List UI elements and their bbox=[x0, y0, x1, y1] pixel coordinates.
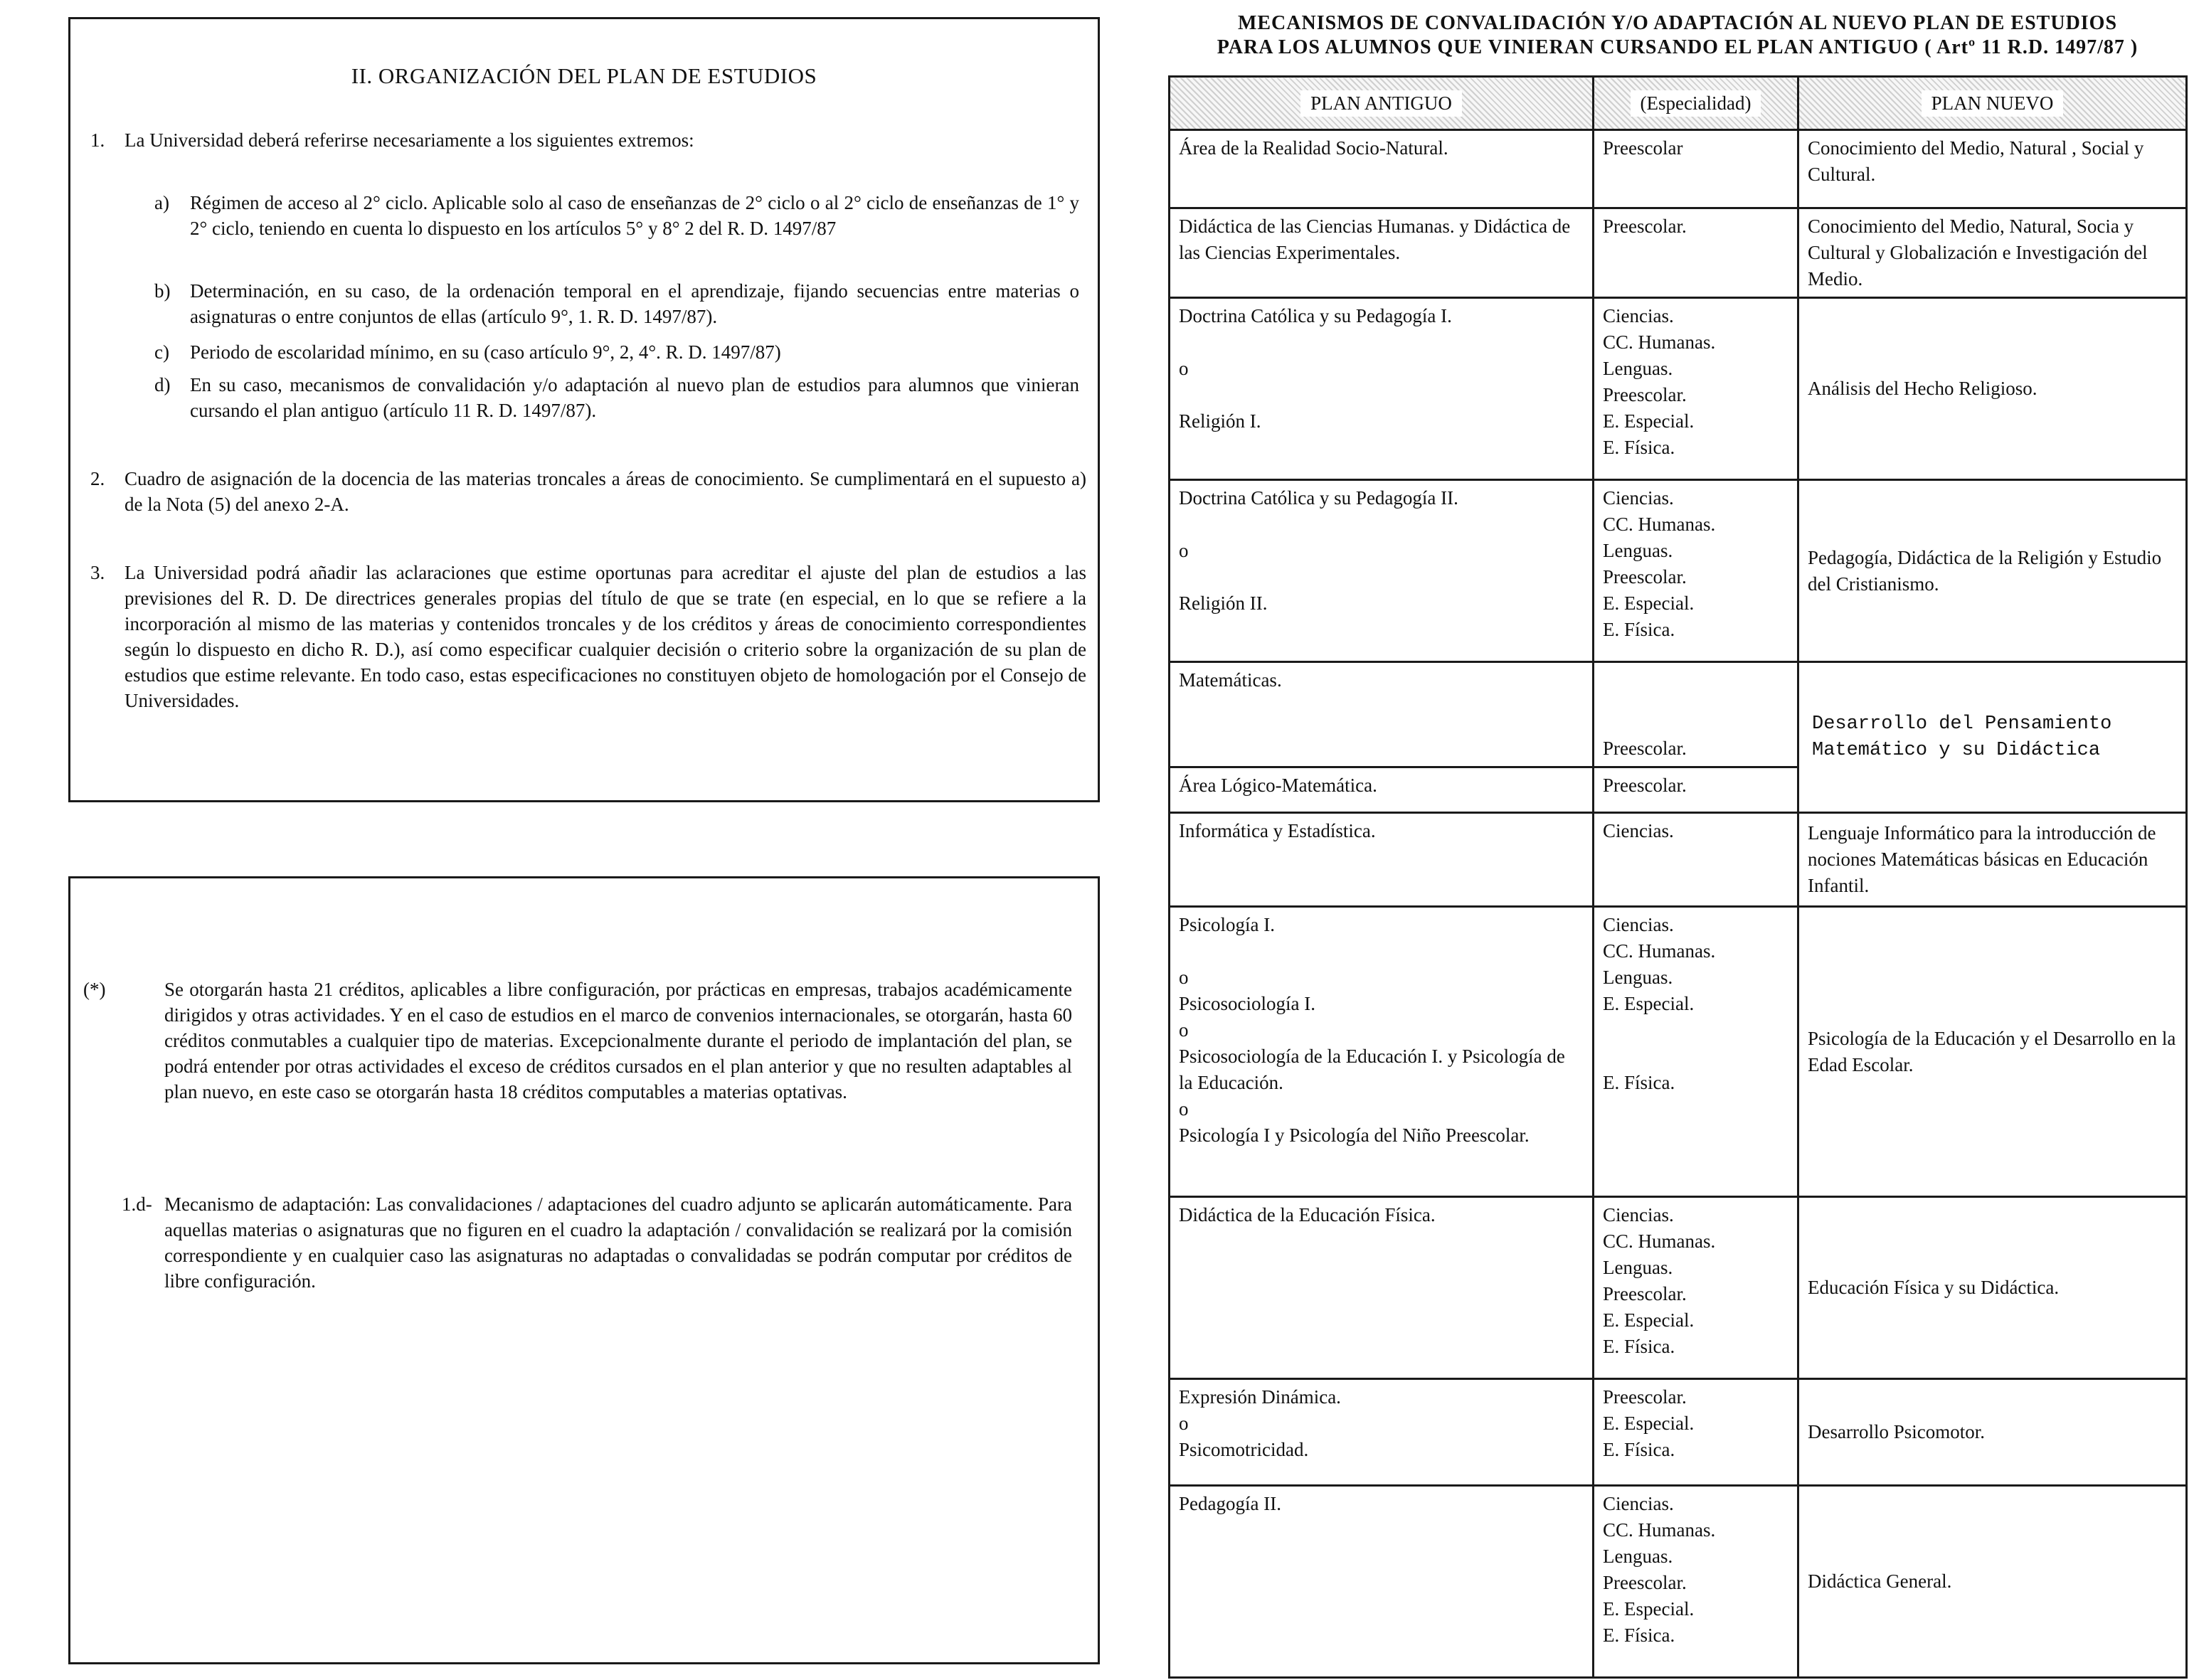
header-plan-antiguo bbox=[1170, 77, 1594, 130]
cell-old bbox=[1170, 1486, 1594, 1678]
table-title-line-2: PARA LOS ALUMNOS QUE VINIERAN CURSANDO EL PLAN ANTIGUO ( Artº 11 R.D. 1497/87 ) bbox=[1217, 36, 2139, 58]
cell-new bbox=[1798, 813, 2187, 907]
table-header-row bbox=[1170, 77, 2187, 130]
cell-line: Lenguaje Informático para la introducción de nociones Matemáticas básicas en Educación Infantil. bbox=[1808, 822, 2156, 896]
sub-item-text: Determinación, en su caso, de la ordenación temporal en el aprendizaje, fijando secuencias entre materias o asignaturas o entre conjuntos de ellas (artículo 9°, 1. R. D. 1497/87). bbox=[190, 280, 1079, 327]
note-label: (*) bbox=[83, 979, 106, 1000]
sub-item-c bbox=[154, 339, 1079, 365]
cell-line: E. Especial. bbox=[1603, 410, 1695, 432]
cell-line: Preescolar. bbox=[1603, 738, 1687, 759]
sub-item-b bbox=[154, 278, 1079, 329]
cell-line bbox=[1603, 1017, 1788, 1043]
cell-line: CC. Humanas. bbox=[1603, 1230, 1716, 1252]
cell-line: Preescolar. bbox=[1603, 1386, 1687, 1408]
cell-spec bbox=[1594, 1379, 1798, 1486]
cell-line: E. Especial. bbox=[1603, 1413, 1695, 1434]
cell-line: o bbox=[1179, 967, 1189, 988]
cell-line: Preescolar bbox=[1603, 137, 1683, 159]
cell-spec bbox=[1594, 1486, 1798, 1678]
cell-line: Doctrina Católica y su Pedagogía I. bbox=[1179, 305, 1452, 326]
table-row bbox=[1170, 813, 2187, 907]
cell-line: E. Física. bbox=[1603, 619, 1675, 640]
cell-line: Lenguas. bbox=[1603, 1257, 1673, 1278]
sub-item-a bbox=[154, 190, 1079, 241]
cell-new bbox=[1798, 130, 2187, 208]
sub-item-text: En su caso, mecanismos de convalidación y/o adaptación al nuevo plan de estudios para alumnos que vinieran cursando el plan antiguo (artículo 11 R. D. 1497/87). bbox=[190, 374, 1079, 421]
table-row bbox=[1170, 662, 2187, 767]
section-title: II. ORGANIZACIÓN DEL PLAN DE ESTUDIOS bbox=[351, 63, 817, 88]
cell-old bbox=[1170, 298, 1594, 480]
section-organizacion bbox=[68, 17, 1100, 802]
header-label: (Especialidad) bbox=[1631, 90, 1761, 117]
cell-spec bbox=[1594, 208, 1798, 298]
item-number: 1. bbox=[90, 129, 105, 151]
cell-spec bbox=[1594, 767, 1798, 813]
header-especialidad bbox=[1594, 77, 1798, 130]
convalidation-table bbox=[1168, 75, 2188, 1679]
cell-line: Ciencias. bbox=[1603, 914, 1674, 935]
cell-line: Didáctica de la Educación Física. bbox=[1179, 1204, 1436, 1226]
cell-line: Psicología de la Educación y el Desarrollo en la Edad Escolar. bbox=[1808, 1027, 2176, 1075]
cell-line: CC. Humanas. bbox=[1603, 940, 1716, 962]
cell-line: Lenguas. bbox=[1603, 967, 1673, 988]
cell-line: Preescolar. bbox=[1603, 1283, 1687, 1304]
cell-line: o bbox=[1179, 1098, 1189, 1120]
sub-item-text: Régimen de acceso al 2° ciclo. Aplicable solo al caso de enseñanzas de 2° ciclo o al 2° ciclo de enseñanzas de 1° y 2° ciclo, teniendo en cuenta lo dispuesto en los artículos 5° y 8° 2 del R. D. 1497/87 bbox=[190, 192, 1079, 239]
cell-line: Expresión Dinámica. bbox=[1179, 1386, 1341, 1408]
cell-line: Ciencias. bbox=[1603, 820, 1674, 841]
cell-new bbox=[1798, 662, 2187, 813]
cell-line: Ciencias. bbox=[1603, 305, 1674, 326]
cell-new bbox=[1798, 1379, 2187, 1486]
cell-line: o bbox=[1179, 1413, 1189, 1434]
cell-line: Análisis del Hecho Religioso. bbox=[1808, 378, 2037, 399]
table-row bbox=[1170, 1197, 2187, 1379]
cell-line: Lenguas. bbox=[1603, 358, 1673, 379]
cell-line bbox=[1603, 709, 1788, 735]
table-title-line-1: MECANISMOS DE CONVALIDACIÓN Y/O ADAPTACIÓN AL NUEVO PLAN DE ESTUDIOS bbox=[1237, 12, 2118, 34]
cell-line: Psicomotricidad. bbox=[1179, 1439, 1309, 1460]
header-label: PLAN ANTIGUO bbox=[1300, 90, 1462, 117]
cell-line: Matemáticas. bbox=[1179, 669, 1282, 691]
note-creditos bbox=[83, 977, 1072, 1105]
cell-line: o bbox=[1179, 358, 1189, 379]
cell-old bbox=[1170, 1197, 1594, 1379]
sub-item-label: d) bbox=[154, 374, 171, 395]
cell-new bbox=[1798, 1197, 2187, 1379]
cell-spec bbox=[1594, 907, 1798, 1197]
cell-line: Preescolar. bbox=[1603, 775, 1687, 796]
cell-line: Ciencias. bbox=[1603, 1204, 1674, 1226]
item-text: La Universidad podrá añadir las aclaraciones que estime oportunas para acreditar el ajuste del plan de estudios a las previsiones del R. D. De directrices generales propias del título de que se trate (en especial, en lo que se refiere a la incorporación al mismo de las materias y contenidos troncales y de los créditos y áreas de conocimiento correspondientes según lo dispuesto en dicho R. D.), así como especificar cualquier decisión o criterio sobre la organización de su plan de estudios que estime relevante. En todo caso, estas especificaciones no constituyen objeto de homologación por el Consejo de Universidades. bbox=[124, 562, 1086, 711]
cell-line: Pedagogía II. bbox=[1179, 1493, 1281, 1514]
cell-line bbox=[1179, 564, 1584, 590]
cell-line: Desarrollo Psicomotor. bbox=[1808, 1421, 1985, 1442]
cell-line: Área Lógico-Matemática. bbox=[1179, 775, 1377, 796]
sub-item-d bbox=[154, 372, 1079, 423]
cell-spec bbox=[1594, 813, 1798, 907]
note-text: Se otorgarán hasta 21 créditos, aplicables a libre configuración, por prácticas en empresas, trabajos académicamente dirigidos y otras actividades. Y en el caso de estudios en el marco de convenios internacionales, se otorgarán, hasta 60 créditos conmutables a cualquier tipo de materias. Excepcionalmente durante el periodo de implantación del plan, se podrá entender por otras actividades el exceso de créditos cursados en el plan anterior y que no resulten adaptables al plan nuevo, en este caso se otorgarán hasta 18 créditos computables a materias optativas. bbox=[164, 979, 1072, 1102]
item-text: La Universidad deberá referirse necesariamente a los siguientes extremos: bbox=[124, 129, 694, 151]
cell-line: Psicología I. bbox=[1179, 914, 1275, 935]
cell-old bbox=[1170, 813, 1594, 907]
item-number: 3. bbox=[90, 562, 105, 583]
cell-line: Educación Física y su Didáctica. bbox=[1808, 1277, 2060, 1298]
cell-line: E. Física. bbox=[1603, 1439, 1675, 1460]
item-2 bbox=[90, 466, 1086, 517]
mechanism-note bbox=[122, 1191, 1072, 1294]
cell-line: E. Física. bbox=[1603, 1072, 1675, 1093]
cell-line: Ciencias. bbox=[1603, 487, 1674, 509]
cell-line: Doctrina Católica y su Pedagogía II. bbox=[1179, 487, 1458, 509]
cell-line: E. Física. bbox=[1603, 1336, 1675, 1357]
cell-line bbox=[1179, 938, 1584, 964]
cell-old bbox=[1170, 130, 1594, 208]
table-row bbox=[1170, 130, 2187, 208]
table-row bbox=[1170, 1486, 2187, 1678]
cell-line: Psicosociología de la Educación I. y Psicología de la Educación. bbox=[1179, 1046, 1565, 1093]
cell-line: Didáctica General. bbox=[1808, 1570, 1952, 1592]
table-row bbox=[1170, 907, 2187, 1197]
cell-line: Didáctica de las Ciencias Humanas. y Didáctica de las Ciencias Experimentales. bbox=[1179, 216, 1571, 263]
header-label: PLAN NUEVO bbox=[1922, 90, 2064, 117]
table-row bbox=[1170, 208, 2187, 298]
cell-old bbox=[1170, 662, 1594, 767]
cell-line: o bbox=[1179, 1019, 1189, 1041]
cell-line: Pedagogía, Didáctica de la Religión y Estudio del Cristianismo. bbox=[1808, 546, 2162, 595]
item-number: 2. bbox=[90, 468, 105, 489]
cell-old bbox=[1170, 208, 1594, 298]
table-row bbox=[1170, 298, 2187, 480]
cell-line: Preescolar. bbox=[1603, 566, 1687, 588]
table-row bbox=[1170, 1379, 2187, 1486]
sub-item-label: a) bbox=[154, 192, 169, 213]
cell-line: E. Física. bbox=[1603, 1625, 1675, 1646]
cell-line bbox=[1179, 511, 1584, 538]
cell-line: E. Física. bbox=[1603, 437, 1675, 458]
cell-line: Religión I. bbox=[1179, 410, 1261, 432]
table-row bbox=[1170, 480, 2187, 662]
cell-new bbox=[1798, 1486, 2187, 1678]
cell-line: Desarrollo del Pensamiento Matemático y su Didáctica bbox=[1812, 713, 2112, 761]
section-notes bbox=[68, 876, 1100, 1664]
cell-new bbox=[1798, 480, 2187, 662]
cell-spec bbox=[1594, 480, 1798, 662]
cell-spec bbox=[1594, 1197, 1798, 1379]
cell-line: Ciencias. bbox=[1603, 1493, 1674, 1514]
mechanism-text: Mecanismo de adaptación: Las convalidaciones / adaptaciones del cuadro adjunto se aplicarán automáticamente. Para aquellas materias o asignaturas que no figuren en el cuadro la adaptación / convalidación se realizará por la comisión correspondiente y en cualquier caso las asignaturas no adaptadas o convalidadas se podrán computar por créditos de libre configuración. bbox=[164, 1193, 1072, 1292]
cell-new bbox=[1798, 208, 2187, 298]
item-3 bbox=[90, 560, 1086, 713]
item-text: Cuadro de asignación de la docencia de las materias troncales a áreas de conocimiento. Se cumplimentará en el supuesto a) de la Nota (5) del anexo 2-A. bbox=[124, 468, 1086, 515]
cell-old bbox=[1170, 480, 1594, 662]
cell-line: Religión II. bbox=[1179, 592, 1268, 614]
cell-line: Psicosociología I. bbox=[1179, 993, 1315, 1014]
cell-line: Informática y Estadística. bbox=[1179, 820, 1376, 841]
cell-line: E. Especial. bbox=[1603, 993, 1695, 1014]
cell-line: Lenguas. bbox=[1603, 1546, 1673, 1567]
sub-item-text: Periodo de escolaridad mínimo, en su (caso artículo 9°, 2, 4°. R. D. 1497/87) bbox=[190, 341, 781, 363]
table-title bbox=[1167, 11, 2188, 60]
cell-line: E. Especial. bbox=[1603, 1309, 1695, 1331]
cell-line: CC. Humanas. bbox=[1603, 1519, 1716, 1541]
cell-line: Conocimiento del Medio, Natural, Socia y Cultural y Globalización e Investigación del Medio. bbox=[1808, 216, 2148, 289]
sub-item-label: b) bbox=[154, 280, 171, 302]
cell-old bbox=[1170, 767, 1594, 813]
cell-line: CC. Humanas. bbox=[1603, 514, 1716, 535]
cell-old bbox=[1170, 907, 1594, 1197]
cell-line: Lenguas. bbox=[1603, 540, 1673, 561]
cell-line bbox=[1179, 382, 1584, 408]
cell-new bbox=[1798, 298, 2187, 480]
cell-line bbox=[1179, 329, 1584, 356]
cell-line: Preescolar. bbox=[1603, 216, 1687, 237]
sub-item-label: c) bbox=[154, 341, 169, 363]
cell-line: Preescolar. bbox=[1603, 384, 1687, 405]
cell-line: E. Especial. bbox=[1603, 1598, 1695, 1620]
cell-spec bbox=[1594, 298, 1798, 480]
cell-old bbox=[1170, 1379, 1594, 1486]
cell-line bbox=[1603, 1043, 1788, 1070]
cell-line: Área de la Realidad Socio-Natural. bbox=[1179, 137, 1448, 159]
mechanism-label: 1.d- bbox=[122, 1193, 152, 1215]
cell-line: Conocimiento del Medio, Natural , Social y Cultural. bbox=[1808, 137, 2144, 185]
cell-spec bbox=[1594, 662, 1798, 767]
header-plan-nuevo bbox=[1798, 77, 2187, 130]
cell-line: CC. Humanas. bbox=[1603, 331, 1716, 353]
cell-line: Preescolar. bbox=[1603, 1572, 1687, 1593]
cell-line: E. Especial. bbox=[1603, 592, 1695, 614]
cell-spec bbox=[1594, 130, 1798, 208]
cell-new bbox=[1798, 907, 2187, 1197]
cell-line: Psicología I y Psicología del Niño Preescolar. bbox=[1179, 1125, 1530, 1146]
cell-line: o bbox=[1179, 540, 1189, 561]
